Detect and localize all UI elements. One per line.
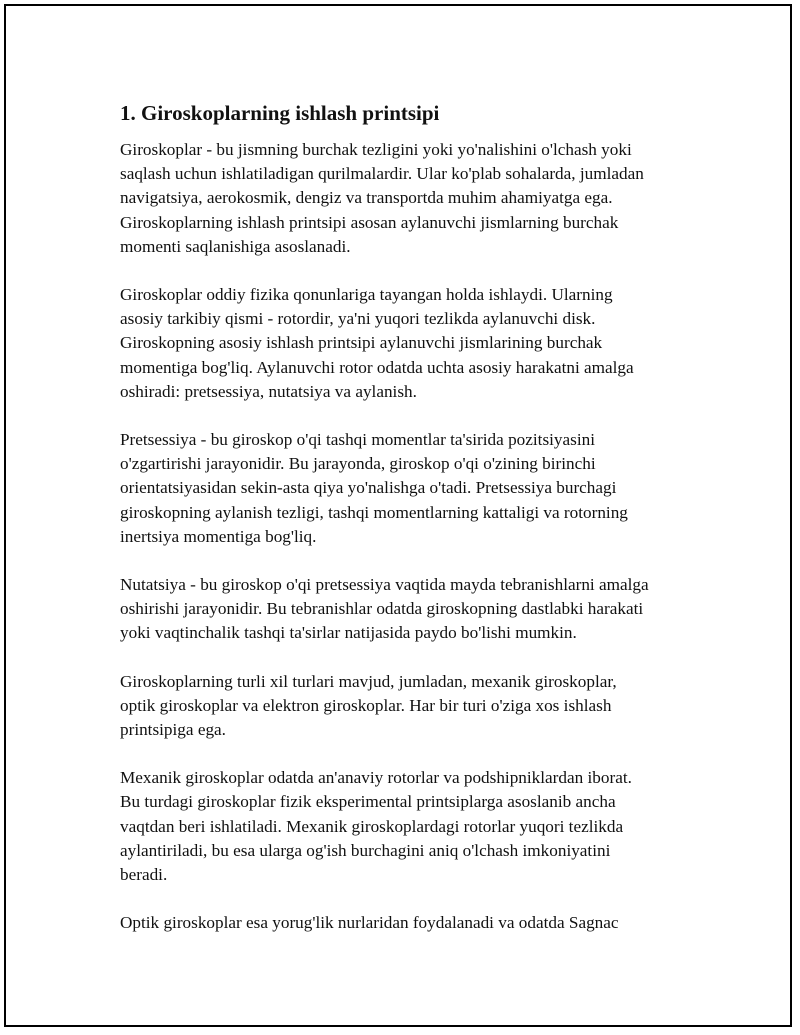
text-line: oshiradi: pretsessiya, nutatsiya va aylanish. [120,381,417,401]
text-line: optik giroskoplar va elektron giroskoplar. Har bir turi o'ziga xos ishlash [120,695,612,715]
text-line: yoki vaqtinchalik tashqi ta'sirlar natijasida paydo bo'lishi mumkin. [120,623,577,643]
text-line: Pretsessiya - bu giroskop o'qi tashqi momentlar ta'sirida pozitsiyasini [120,430,595,450]
text-line: Giroskopning asosiy ishlash printsipi aylanuvchi jismlarining burchak [120,333,603,353]
paragraph [120,138,720,259]
text-line: printsipiga ega. [120,720,226,740]
text-line: beradi. [120,865,168,885]
paragraph [120,911,720,935]
text-line: Bu turdagi giroskoplar fizik eksperimental printsiplarga asoslanib ancha [120,792,616,812]
text-line: vaqtdan beri ishlatiladi. Mexanik giroskoplardagi rotorlar yuqori tezlikda [120,816,624,836]
text-line: asosiy tarkibiy qismi - rotordir, ya'ni yuqori tezlikda aylanuvchi disk. [120,309,596,329]
text-line: Giroskoplarning ishlash printsipi asosan aylanuvchi jismlarning burchak [120,212,619,232]
text-line: Giroskoplarning turli xil turlari mavjud, jumladan, mexanik giroskoplar, [120,671,617,691]
text-line: saqlash uchun ishlatiladigan qurilmalardir. Ular ko'plab sohalarda, jumladan [120,164,644,184]
text-line: Mexanik giroskoplar odatda an'anaviy rotorlar va podshipniklardan iborat. [120,768,632,788]
text-line: Nutatsiya - bu giroskop o'qi pretsessiya vaqtida mayda tebranishlarni amalga [120,575,649,595]
text-line: momenti saqlanishiga asoslanadi. [120,236,351,256]
text-line: orientatsiyasidan sekin-asta qiya yo'nalishga o'tadi. Pretsessiya burchagi [120,478,617,498]
paragraph [120,283,720,404]
text-line: oshirishi jarayonidir. Bu tebranishlar odatda giroskopning dastlabki harakati [120,599,644,619]
text-line: Optik giroskoplar esa yorug'lik nurlaridan foydalanadi va odatda Sagnac [120,913,619,933]
text-line: o'zgartirishi jarayonidir. Bu jarayonda, giroskop o'qi o'zining birinchi [120,454,596,474]
text-line: inertsiya momentiga bog'liq. [120,526,317,546]
document-page [4,4,792,1027]
paragraph [120,670,720,743]
text-line: Giroskoplar - bu jismning burchak tezligini yoki yo'nalishini o'lchash yoki [120,140,632,159]
text-line: Giroskoplar oddiy fizika qonunlariga tayangan holda ishlaydi. Ularning [120,285,613,305]
paragraph [120,766,720,887]
text-line: giroskopning aylanish tezligi, tashqi momentlarning kattaligi va rotorning [120,502,628,522]
paragraph [120,428,720,549]
text-line: navigatsiya, aerokosmik, dengiz va transportda muhim ahamiyatga ega. [120,188,613,208]
document-content [120,98,720,959]
text-line: momentiga bog'liq. Aylanuvchi rotor odatda uchta asosiy harakatni amalga [120,357,634,377]
text-line: aylantiriladi, bu esa ularga og'ish burchagini aniq o'lchash imkoniyatini [120,840,611,860]
paragraph [120,573,720,646]
section-heading: 1. Giroskoplarning ishlash printsipi [120,101,440,125]
